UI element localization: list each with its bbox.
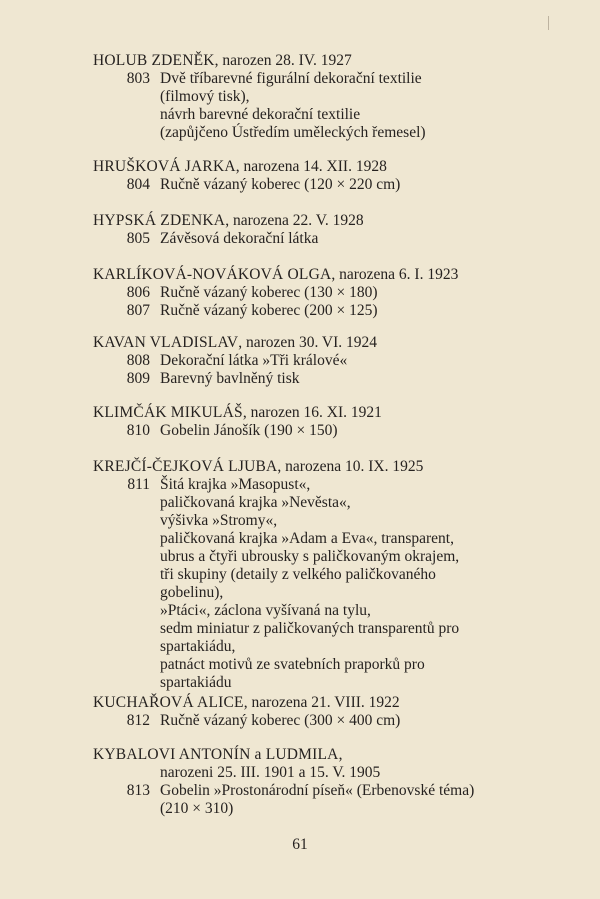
- item-number: 805: [126, 230, 150, 247]
- item-text-continued: paličkovaná krajka »Nevěsta«,: [160, 494, 351, 511]
- artist-dates: , narozena 6. I. 1923: [331, 266, 459, 283]
- artist-name: KYBALOVI ANTONÍN a LUDMILA: [93, 746, 339, 763]
- list-item: [93, 782, 553, 800]
- list-item: [93, 284, 553, 302]
- entry-heading: [93, 266, 553, 284]
- item-text-continued: paličkovaná krajka »Adam a Eva«, transparent,: [160, 530, 454, 547]
- entry-holub: [93, 52, 553, 142]
- list-item: [93, 422, 553, 440]
- list-item: [93, 230, 553, 248]
- item-number: 804: [126, 176, 150, 193]
- item-text: Barevný bavlněný tisk: [160, 370, 300, 387]
- item-text-continued: výšivka »Stromy«,: [160, 512, 278, 529]
- entry-krejci-cejkova: [93, 458, 553, 692]
- item-number: 807: [126, 302, 150, 319]
- entry-karlikova: [93, 266, 553, 320]
- item-number: 812: [126, 712, 150, 729]
- list-item: [93, 370, 553, 388]
- item-text-continued: (zapůjčeno Ústředím uměleckých řemesel): [160, 124, 426, 141]
- entry-heading: [93, 212, 553, 230]
- item-text: Ručně vázaný koberec (200 × 125): [160, 302, 378, 319]
- item-text: Ručně vázaný koberec (300 × 400 cm): [160, 712, 401, 729]
- artist-dates: , narozen 16. XI. 1921: [242, 404, 382, 421]
- entry-heading: [93, 746, 553, 764]
- item-text-continued: »Ptáci«, záclona vyšívaná na tylu,: [160, 602, 371, 619]
- artist-dates: , narozen 28. IV. 1927: [214, 52, 352, 69]
- item-text: Gobelin »Prostonárodní píseň« (Erbenovské téma): [160, 782, 475, 799]
- artist-name: HOLUB ZDENĚK: [93, 52, 215, 69]
- item-text: Gobelin Jánošík (190 × 150): [160, 422, 338, 439]
- page-number: 61: [292, 836, 308, 853]
- entry-heading: [93, 158, 553, 176]
- list-item: [93, 712, 553, 730]
- artist-dates: , narozena 10. IX. 1925: [277, 458, 424, 475]
- artist-name: KAVAN VLADISLAV: [93, 334, 239, 351]
- item-text-continued: patnáct motivů ze svatebních praporků pro: [160, 656, 425, 673]
- item-number: 806: [126, 284, 150, 301]
- entry-hruskova: [93, 158, 553, 194]
- entry-kybalovi: [93, 746, 553, 818]
- item-number: 813: [126, 782, 150, 799]
- list-item: [93, 352, 553, 370]
- entry-heading: [93, 52, 553, 70]
- list-item: [93, 476, 553, 494]
- item-text-continued: gobelinu),: [160, 584, 224, 601]
- list-item: [93, 176, 553, 194]
- artist-name: HYPSKÁ ZDENKA: [93, 212, 226, 229]
- entry-kucharova: [93, 694, 553, 730]
- artist-dates-line: narozeni 25. III. 1901 a 15. V. 1905: [160, 764, 381, 781]
- artist-name: HRUŠKOVÁ JARKA: [93, 158, 236, 175]
- entry-hypska: [93, 212, 553, 248]
- item-number: 803: [126, 70, 150, 87]
- artist-name: KLIMČÁK MIKULÁŠ: [93, 404, 243, 421]
- artist-dates: ,: [338, 746, 343, 763]
- item-text: Ručně vázaný koberec (130 × 180): [160, 284, 378, 301]
- item-text-continued: spartakiádu: [160, 674, 232, 691]
- entry-heading: [93, 694, 553, 712]
- item-number: 811: [127, 476, 150, 493]
- item-text-continued: návrh barevné dekorační textilie: [160, 106, 361, 123]
- item-number: 810: [126, 422, 150, 439]
- item-text: Dvě tříbarevné figurální dekorační textilie: [160, 70, 422, 87]
- item-text-continued: (210 × 310): [160, 800, 234, 817]
- item-text: Závěsová dekorační látka: [160, 230, 319, 247]
- item-text: Šitá krajka »Masopust«,: [160, 476, 311, 493]
- item-text-continued: tři skupiny (detaily z velkého paličkovaného: [160, 566, 436, 583]
- item-number: 808: [126, 352, 150, 369]
- item-text-continued: sedm miniatur z paličkovaných transparentů pro: [160, 620, 460, 637]
- item-text: Dekorační látka »Tři králové«: [160, 352, 348, 369]
- item-text-continued: ubrus a čtyři ubrousky s paličkovaným okrajem,: [160, 548, 460, 565]
- artist-dates: , narozena 22. V. 1928: [225, 212, 364, 229]
- entry-klimcak: [93, 404, 553, 440]
- item-text: Ručně vázaný koberec (120 × 220 cm): [160, 176, 401, 193]
- artist-dates: , narozen 30. VI. 1924: [238, 334, 378, 351]
- item-text-continued: spartakiádu,: [160, 638, 236, 655]
- entry-heading: [93, 404, 553, 422]
- entry-kavan: [93, 334, 553, 388]
- entry-heading: [93, 458, 553, 476]
- artist-dates: , narozena 14. XII. 1928: [235, 158, 387, 175]
- item-number: 809: [126, 370, 150, 387]
- item-text-continued: (filmový tisk),: [160, 88, 250, 105]
- artist-name: KARLÍKOVÁ-NOVÁKOVÁ OLGA: [93, 266, 332, 283]
- list-item: [93, 70, 553, 88]
- list-item: [93, 302, 553, 320]
- artist-name: KUCHAŘOVÁ ALICE: [93, 694, 244, 711]
- margin-mark: [548, 16, 549, 30]
- entry-heading: [93, 334, 553, 352]
- artist-dates: , narozena 21. VIII. 1922: [243, 694, 400, 711]
- artist-name: KREJČÍ-ČEJKOVÁ LJUBA: [93, 458, 278, 475]
